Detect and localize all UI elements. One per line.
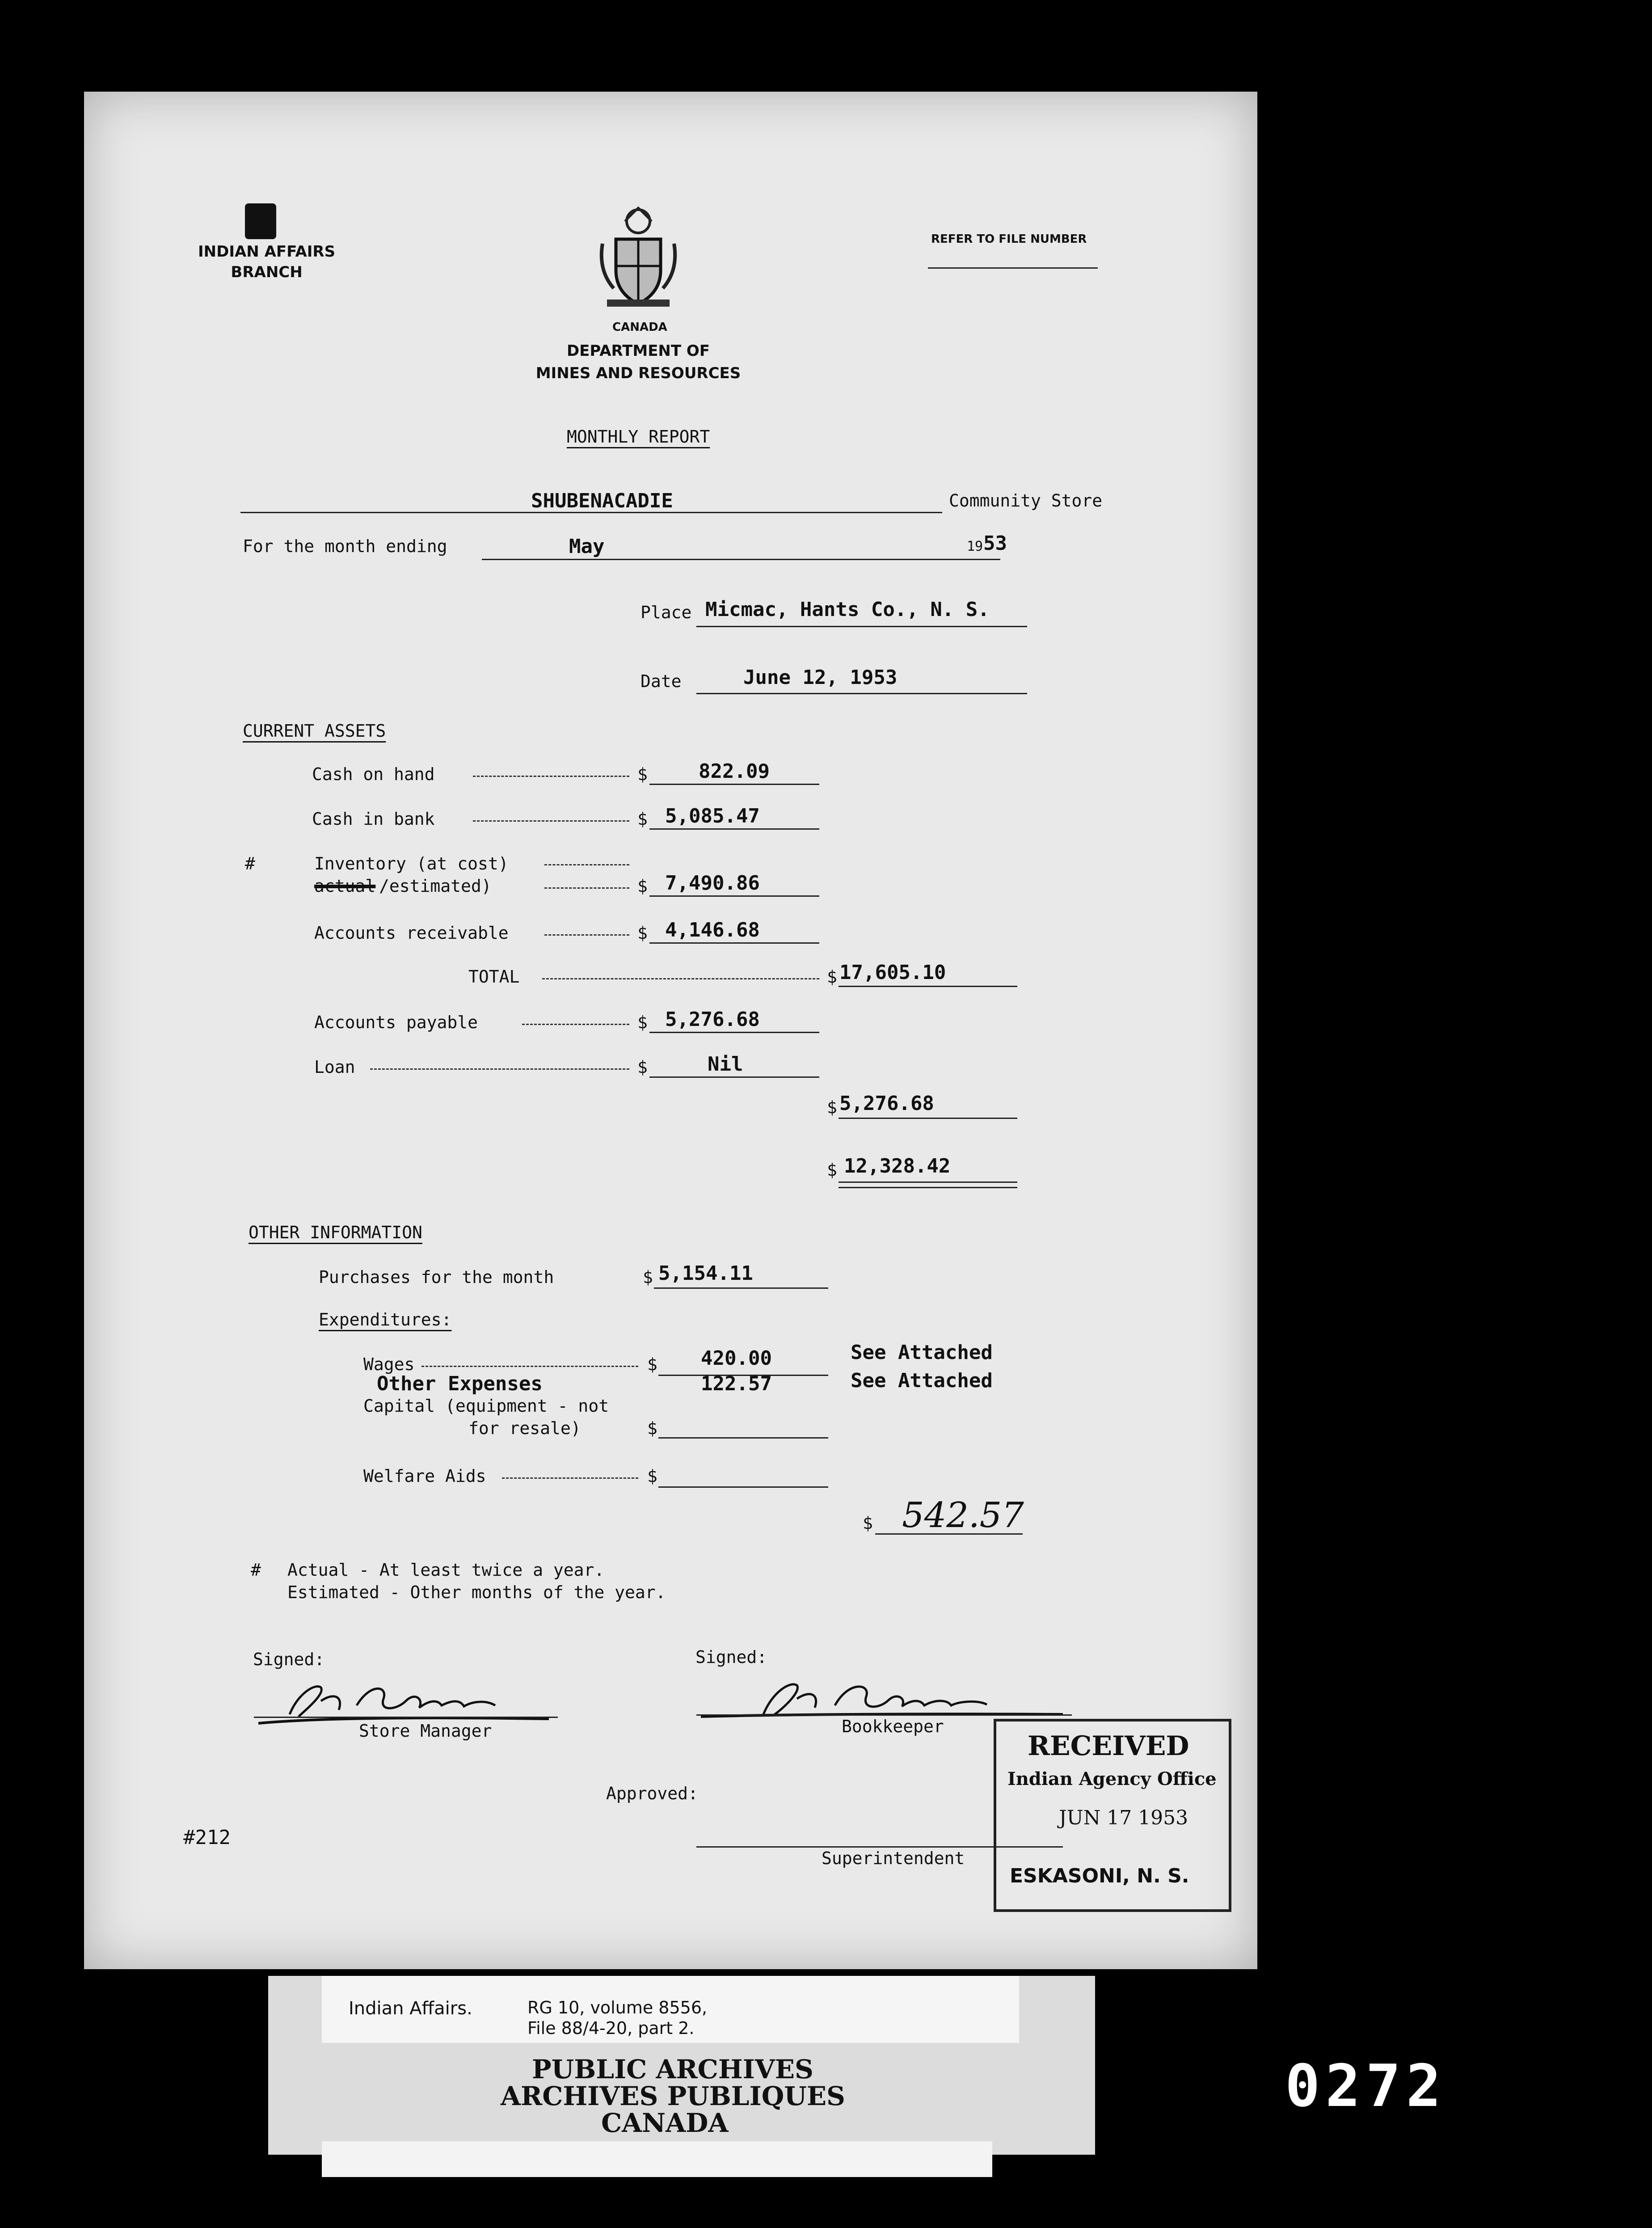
note-line-2: Estimated - Other months of the year. xyxy=(287,1582,666,1602)
dollar-sign: $ xyxy=(827,1160,837,1180)
loan-leader xyxy=(370,1068,629,1070)
net-line-2 xyxy=(839,1187,1017,1188)
inventory-label-1: Inventory (at cost) xyxy=(314,854,509,873)
receivable-leader xyxy=(544,934,629,936)
manager-signature-line xyxy=(254,1717,558,1718)
cash-in-bank-leader xyxy=(473,820,629,822)
dollar-sign: $ xyxy=(827,967,837,987)
total-leader xyxy=(542,978,819,979)
store-name: SHUBENACADIE xyxy=(531,489,673,512)
inventory-label-2: /estimated) xyxy=(379,876,492,896)
other-expenses-note: See Attached xyxy=(851,1369,993,1392)
other-information-heading: OTHER INFORMATION xyxy=(249,1223,422,1242)
stamp-date: JUN 17 1953 xyxy=(1059,1806,1188,1829)
cash-in-bank-value: 5,085.47 xyxy=(665,805,760,827)
approved-label: Approved: xyxy=(606,1784,698,1803)
expenditure-total-value: 542.57 xyxy=(902,1495,1024,1536)
stamp-title: RECEIVED xyxy=(1028,1730,1189,1762)
archive-reference: RG 10, volume 8556, File 88/4-20, part 2. xyxy=(527,1998,708,2038)
bookkeeper-signature-line xyxy=(696,1714,1072,1716)
cash-on-hand-label: Cash on hand xyxy=(312,764,435,784)
note-mark: # xyxy=(251,1560,261,1580)
stamp-office: Indian Agency Office xyxy=(1007,1768,1217,1789)
wages-leader xyxy=(421,1366,638,1367)
year-value: 53 xyxy=(983,532,1007,555)
date-label: Date xyxy=(641,671,682,691)
year-prefix: 19 xyxy=(967,539,983,554)
report-title: MONTHLY REPORT xyxy=(567,427,710,447)
purchases-value: 5,154.11 xyxy=(658,1262,753,1285)
net-value: 12,328.42 xyxy=(844,1155,951,1177)
month-value: May xyxy=(569,535,605,558)
capital-label: Capital (equipment - not xyxy=(363,1396,609,1416)
loan-value: Nil xyxy=(708,1053,743,1076)
cash-on-hand-value: 822.09 xyxy=(699,760,770,783)
stamp-place: ESKASONI, N. S. xyxy=(1010,1865,1189,1887)
archive-label-bottom xyxy=(322,2141,992,2177)
place-label: Place xyxy=(641,603,692,622)
archive-source: Indian Affairs. xyxy=(349,1998,472,2019)
wages-label: Wages xyxy=(363,1355,415,1374)
inventory-value: 7,490.86 xyxy=(665,872,760,895)
manager-signature xyxy=(254,1674,558,1728)
file-number-line xyxy=(928,267,1098,269)
store-manager-title: Store Manager xyxy=(359,1721,492,1741)
department-label: DEPARTMENT OF MINES AND RESOURCES xyxy=(535,342,741,382)
purchases-line xyxy=(654,1287,828,1289)
wages-note: See Attached xyxy=(851,1341,993,1364)
inventory-leader-2 xyxy=(544,887,629,889)
inventory-leader-1 xyxy=(544,864,629,865)
signed-label-manager: Signed: xyxy=(253,1650,325,1669)
dollar-sign: $ xyxy=(863,1513,873,1533)
bookkeeper-title: Bookkeeper xyxy=(842,1717,944,1736)
inventory-mark: # xyxy=(245,854,255,873)
welfare-leader xyxy=(502,1477,638,1479)
receivable-value: 4,146.68 xyxy=(665,919,760,941)
date-value: June 12, 1953 xyxy=(743,666,898,689)
store-suffix: Community Store xyxy=(949,491,1103,511)
dollar-sign: $ xyxy=(637,876,648,896)
month-line xyxy=(482,559,1000,560)
wages-value: 420.00 xyxy=(701,1347,772,1370)
loan-line xyxy=(649,1076,819,1078)
refer-to-file-label: REFER TO FILE NUMBER xyxy=(931,232,1087,246)
staple-mark xyxy=(245,203,276,239)
payable-leader xyxy=(522,1024,629,1025)
receivable-line xyxy=(649,942,819,944)
dollar-sign: $ xyxy=(647,1466,657,1486)
inventory-line xyxy=(649,895,819,897)
cash-on-hand-leader xyxy=(473,776,629,777)
cash-in-bank-line xyxy=(649,828,819,830)
coat-of-arms-icon xyxy=(594,203,683,311)
archive-line-1: PUBLIC ARCHIVES xyxy=(532,2054,813,2085)
loan-label: Loan xyxy=(314,1057,355,1077)
place-line xyxy=(696,626,1027,627)
welfare-label: Welfare Aids xyxy=(363,1466,486,1486)
dollar-sign: $ xyxy=(647,1418,657,1438)
dollar-sign: $ xyxy=(637,809,648,829)
dollar-sign: $ xyxy=(827,1097,837,1117)
receivable-label: Accounts receivable xyxy=(314,923,509,943)
archive-label-card xyxy=(268,1976,1095,2155)
cash-in-bank-label: Cash in bank xyxy=(312,809,435,829)
payable-label: Accounts payable xyxy=(314,1013,478,1032)
total-line xyxy=(839,986,1017,987)
document-page xyxy=(84,92,1257,1969)
place-value: Micmac, Hants Co., N. S. xyxy=(705,598,990,621)
month-label: For the month ending xyxy=(243,536,447,556)
dollar-sign: $ xyxy=(637,1057,648,1077)
received-stamp xyxy=(994,1719,1231,1912)
cash-on-hand-line xyxy=(649,784,819,785)
branch-label: INDIAN AFFAIRS BRANCH xyxy=(198,243,336,281)
liabilities-value: 5,276.68 xyxy=(839,1092,934,1115)
purchases-label: Purchases for the month xyxy=(319,1267,554,1287)
dollar-sign: $ xyxy=(637,764,648,784)
capital-label-2: for resale) xyxy=(468,1418,581,1438)
liabilities-line xyxy=(839,1118,1017,1119)
total-value: 17,605.10 xyxy=(839,961,946,984)
welfare-line xyxy=(658,1486,828,1488)
note-line-1: Actual - At least twice a year. xyxy=(287,1560,605,1580)
payable-value: 5,276.68 xyxy=(665,1008,760,1031)
other-expenses-value: 122.57 xyxy=(701,1372,772,1395)
archive-line-3: CANADA xyxy=(601,2108,729,2138)
dollar-sign: $ xyxy=(637,1013,648,1032)
form-number: #212 xyxy=(183,1826,231,1849)
other-expenses-label: Other Expenses xyxy=(377,1372,543,1395)
net-line-1 xyxy=(839,1182,1017,1183)
date-line xyxy=(696,693,1027,694)
capital-line xyxy=(658,1437,828,1439)
expenditures-label: Expenditures: xyxy=(319,1310,452,1329)
frame-number: 0272 xyxy=(1285,2052,1447,2120)
signed-label-bookkeeper: Signed: xyxy=(695,1647,767,1667)
payable-line xyxy=(649,1032,819,1033)
country-label: CANADA xyxy=(612,321,667,334)
current-assets-heading: CURRENT ASSETS xyxy=(243,721,386,741)
superintendent-title: Superintendent xyxy=(822,1848,965,1868)
dollar-sign: $ xyxy=(647,1355,657,1374)
total-label: TOTAL xyxy=(468,967,520,987)
dollar-sign: $ xyxy=(637,923,648,943)
archive-line-2: ARCHIVES PUBLIQUES xyxy=(501,2081,845,2111)
inventory-struck-text: actual xyxy=(314,876,376,896)
dollar-sign: $ xyxy=(643,1267,653,1287)
